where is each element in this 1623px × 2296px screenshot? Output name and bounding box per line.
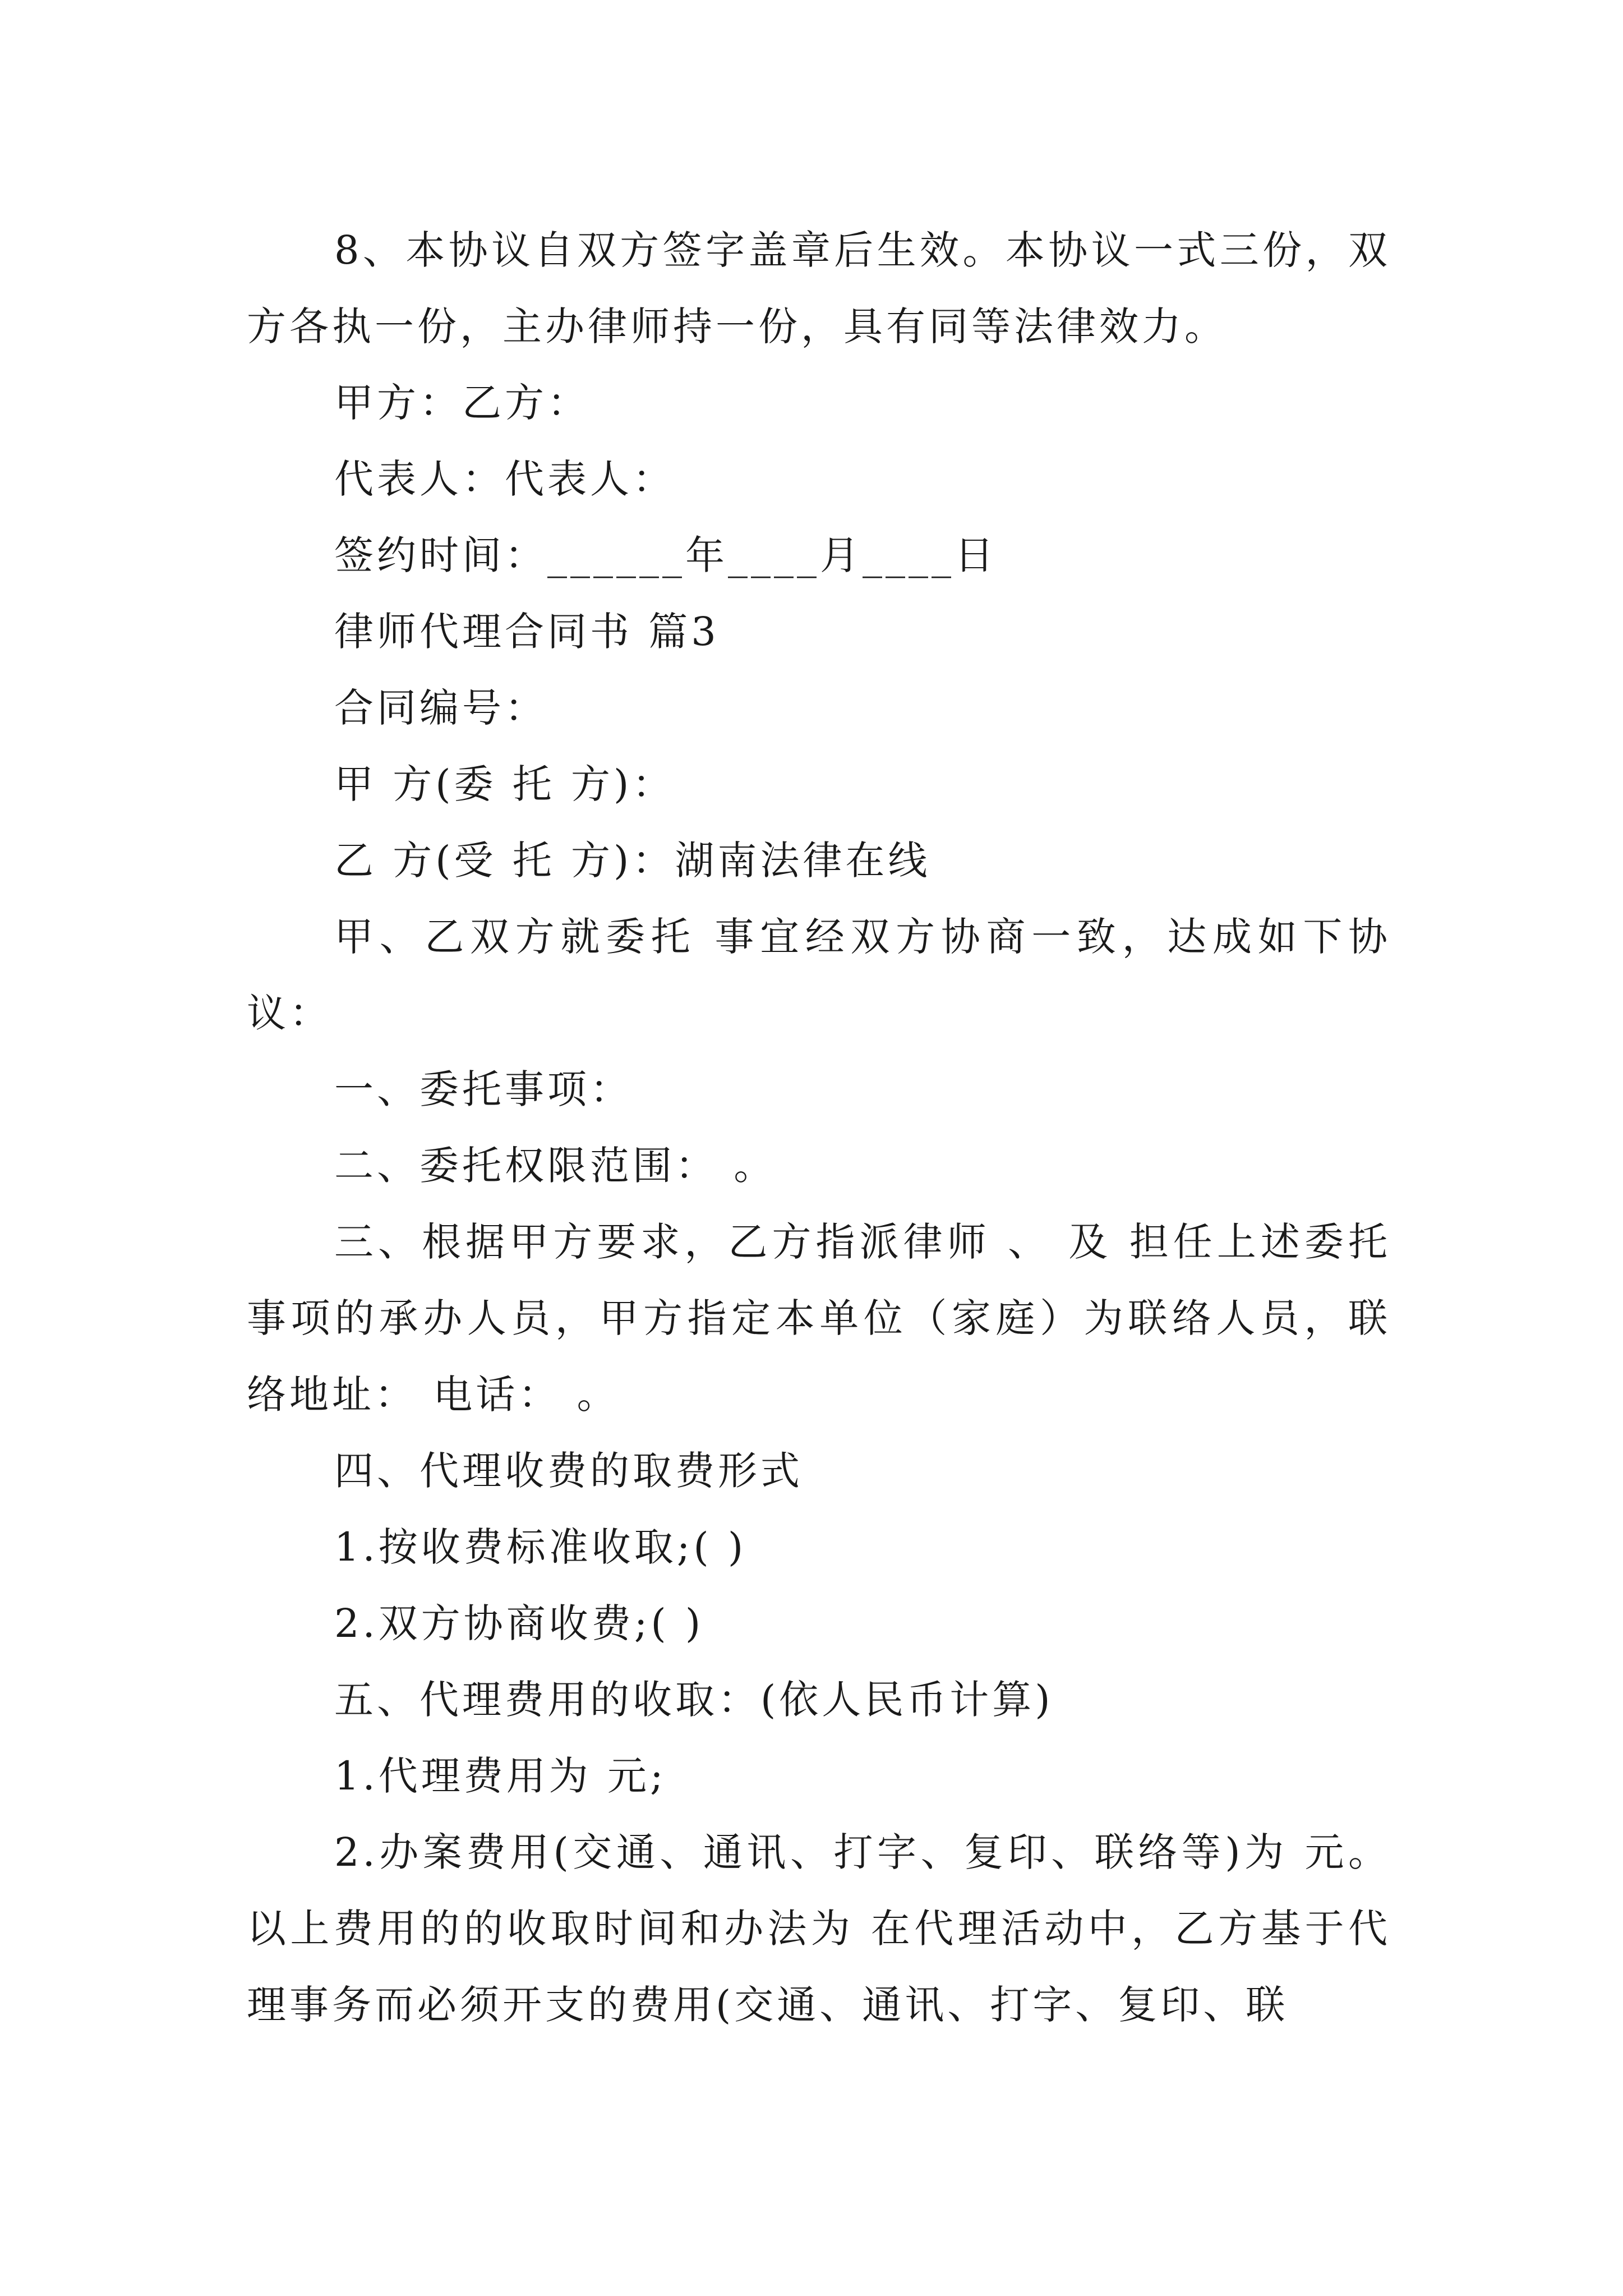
section-3-assigned-lawyers: 三、根据甲方要求，乙方指派律师 、 及 担任上述委托事项的承办人员，甲方指定本单位（家庭）为联络人员，联络地址： 电话： 。 xyxy=(247,1219,1391,1418)
case-expenses-paragraph: 2.办案费用(交通、通讯、打字、复印、联络等)为 元。以上费用的的收取时间和办法为 在代理活动中，乙方基于代理事务而必须开支的费用(交通、通讯、打字、复印、联 xyxy=(247,1829,1391,2028)
agency-fee-line: 1.代理费用为 元; xyxy=(334,1753,667,1799)
representatives-line: 代表人：代表人： xyxy=(334,456,675,502)
fee-option-standard: 1.按收费标准收取;( ) xyxy=(334,1524,747,1570)
clause-8-effectiveness: 8、本协议自双方签字盖章后生效。本协议一式三份，双方各执一份，主办律师持一份，具有同等法律效力。 xyxy=(247,227,1391,349)
section-2-authority-scope: 二、委托权限范围： 。 xyxy=(334,1143,777,1189)
signing-date-line: 签约时间：______年____月____日 xyxy=(334,532,997,578)
party-a-principal-line: 甲 方(委 托 方)： xyxy=(334,761,675,807)
party-a-party-b-line: 甲方：乙方： xyxy=(334,380,590,426)
document-body xyxy=(247,212,1391,2043)
section-1-entrusted-matters: 一、委托事项： xyxy=(334,1066,633,1112)
contract-number-line: 合同编号： xyxy=(334,685,547,731)
fee-option-negotiated: 2.双方协商收费;( ) xyxy=(334,1600,704,1646)
contract-section-title: 律师代理合同书 篇3 xyxy=(334,609,720,655)
agreement-intro-paragraph: 甲、乙双方就委托 事宜经双方协商一致，达成如下协议： xyxy=(247,914,1391,1036)
section-5-fee-collection-heading: 五、代理费用的收取：(依人民币计算) xyxy=(334,1677,1054,1723)
party-b-agent-line: 乙 方(受 托 方)：湖南法律在线 xyxy=(334,838,931,884)
section-4-fee-form-heading: 四、代理收费的取费形式 xyxy=(334,1448,803,1494)
